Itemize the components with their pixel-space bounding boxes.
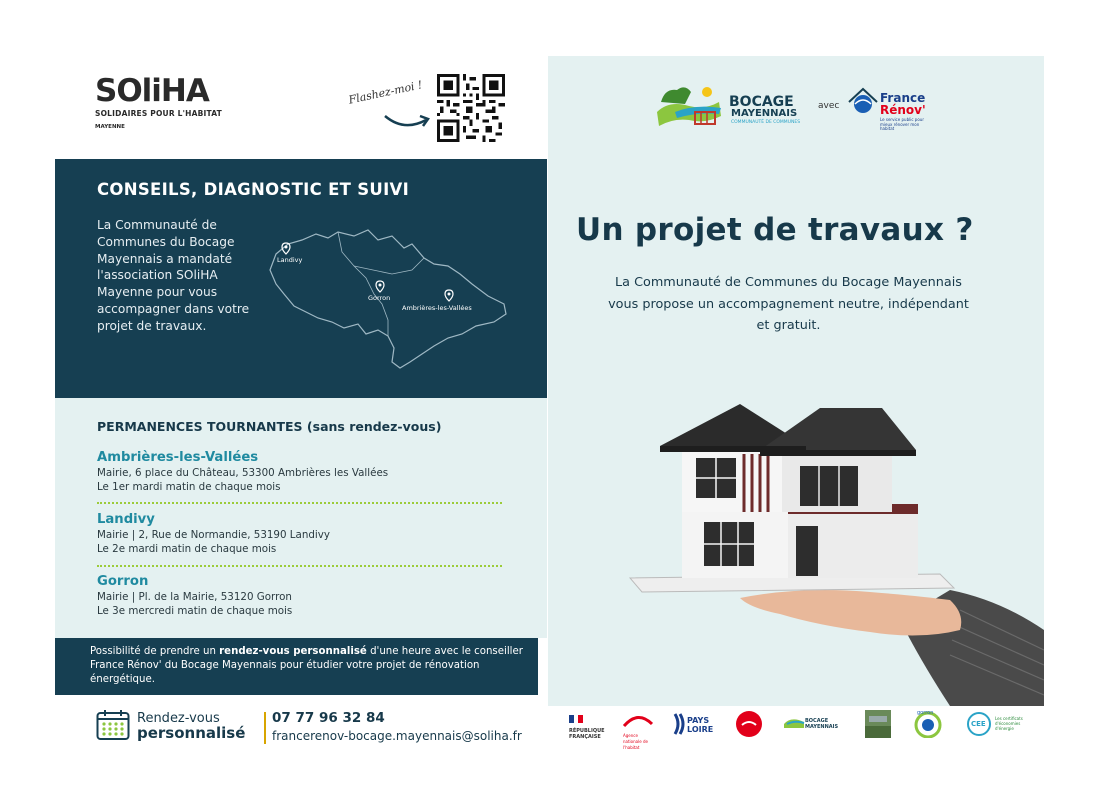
map-pin-icon [444, 289, 454, 302]
page-title: Un projet de travaux ? [576, 212, 974, 248]
dotted-separator [97, 502, 502, 504]
permanence-town: Ambrières-les-Vallées [97, 450, 259, 465]
permanence-schedule: Le 1er mardi matin de chaque mois [97, 481, 281, 493]
permanence-schedule: Le 3e mercredi matin de chaque mois [97, 605, 293, 617]
cee-text: Les certificats d'économies d'énergie [995, 716, 1023, 731]
conseils-text: La Communauté de Communes du Bocage Mayennais a mandaté l'association SOliHA Mayenne pour vous accompagner dans votre projet de travaux. [97, 218, 250, 333]
permanence-address: Mairie | 2, Rue de Normandie, 53190 Landivy [97, 529, 330, 541]
soliha-region: MAYENNE [95, 124, 125, 130]
bocage-mayennais-logo [655, 82, 805, 132]
dotted-separator [97, 565, 502, 567]
permanence-town: Landivy [97, 512, 155, 527]
cee-label: CEE [971, 720, 986, 728]
permanence-schedule: Le 2e mardi matin de chaque mois [97, 543, 277, 555]
fr-line2: Rénov' [880, 103, 926, 117]
pays-line2: LOIRE [687, 725, 714, 734]
map-pin-icon [281, 242, 291, 255]
permanence-item [97, 573, 517, 618]
cee-logo [967, 712, 1027, 736]
map-label-gorron: Gorron [368, 294, 391, 302]
fr-line1: France [880, 91, 926, 105]
permanences-title: PERMANENCES TOURNANTES (sans rendez-vous) [97, 419, 442, 434]
permanence-address: Mairie, 6 place du Château, 53300 Ambrières les Vallées [97, 467, 389, 479]
bocage-sub: COMMUNAUTÉ DE COMMUNES [731, 120, 801, 125]
phone-number[interactable]: 07 77 96 32 84 [272, 710, 385, 726]
rdv-note-after: d'une heure avec le conseiller France Rénov' du Bocage Mayennais pour étudier votre projet de rénovation énergétique. [90, 646, 523, 685]
france-renov-logo [846, 84, 936, 134]
curved-arrow-icon [382, 110, 432, 132]
rdv-note-before: Possibilité de prendre un [90, 646, 220, 657]
bocage-name: BOCAGE [729, 94, 794, 110]
avec-text: avec [818, 101, 840, 111]
rdv-note-bold: rendez-vous personnalisé [219, 646, 367, 657]
soliha-brand: SOliHA [95, 73, 209, 109]
gorron-logo [913, 710, 947, 743]
subtitle: La Communauté de Communes du Bocage Mayennais vous propose un accompagnement neutre, indépendant et gratuit. [608, 275, 969, 333]
map-label-ambrieres: Ambrières-les-Vallées [402, 304, 472, 312]
contact-divider [264, 712, 266, 744]
rdv-label-line1: Rendez-vous [137, 711, 220, 726]
mayenne-department-logo [735, 710, 763, 743]
rdv-note [90, 645, 535, 687]
rf-label: RÉPUBLIQUE FRANÇAISE [569, 728, 605, 740]
landscape-photo-logo [865, 710, 891, 743]
qr-prompt: Flashez-moi ! [347, 78, 424, 107]
bocage-small-label: BOCAGE MAYENNAIS [805, 718, 839, 730]
permanence-town: Gorron [97, 574, 149, 589]
anah-logo [623, 714, 657, 751]
republique-francaise-logo [569, 710, 607, 740]
email-link[interactable]: francerenov-bocage.mayennais@soliha.fr [272, 729, 522, 743]
permanence-item [97, 449, 517, 494]
conseils-title: CONSEILS, DIAGNOSTIC ET SUIVI [97, 180, 410, 199]
soliha-logo [95, 73, 235, 136]
gorron-label: gorron [917, 710, 934, 716]
territory-map [262, 222, 512, 372]
pays-de-la-loire-logo [673, 712, 717, 736]
rdv-label [137, 711, 245, 741]
rdv-label-line2: personnalisé [137, 724, 246, 742]
permanence-item [97, 511, 517, 556]
soliha-tagline: SOLIDAIRES POUR L'HABITAT [95, 109, 222, 118]
partner-logos [565, 708, 1035, 750]
fr-tag: Le service public pour mieux rénover mon habitat [880, 117, 924, 132]
map-pin-icon [375, 280, 385, 293]
anah-label: Agence nationale de l'habitat [623, 733, 648, 750]
map-label-landivy: Landivy [277, 256, 303, 264]
permanence-address: Mairie | Pl. de la Mairie, 53120 Gorron [97, 591, 292, 603]
qr-code[interactable] [437, 74, 505, 142]
calendar-icon [96, 709, 130, 741]
pays-line1: PAYS [687, 716, 710, 725]
house-in-hand-illustration [620, 400, 1044, 706]
bocage-name2: MAYENNAIS [731, 108, 798, 119]
bocage-mayennais-small-logo [783, 714, 845, 730]
